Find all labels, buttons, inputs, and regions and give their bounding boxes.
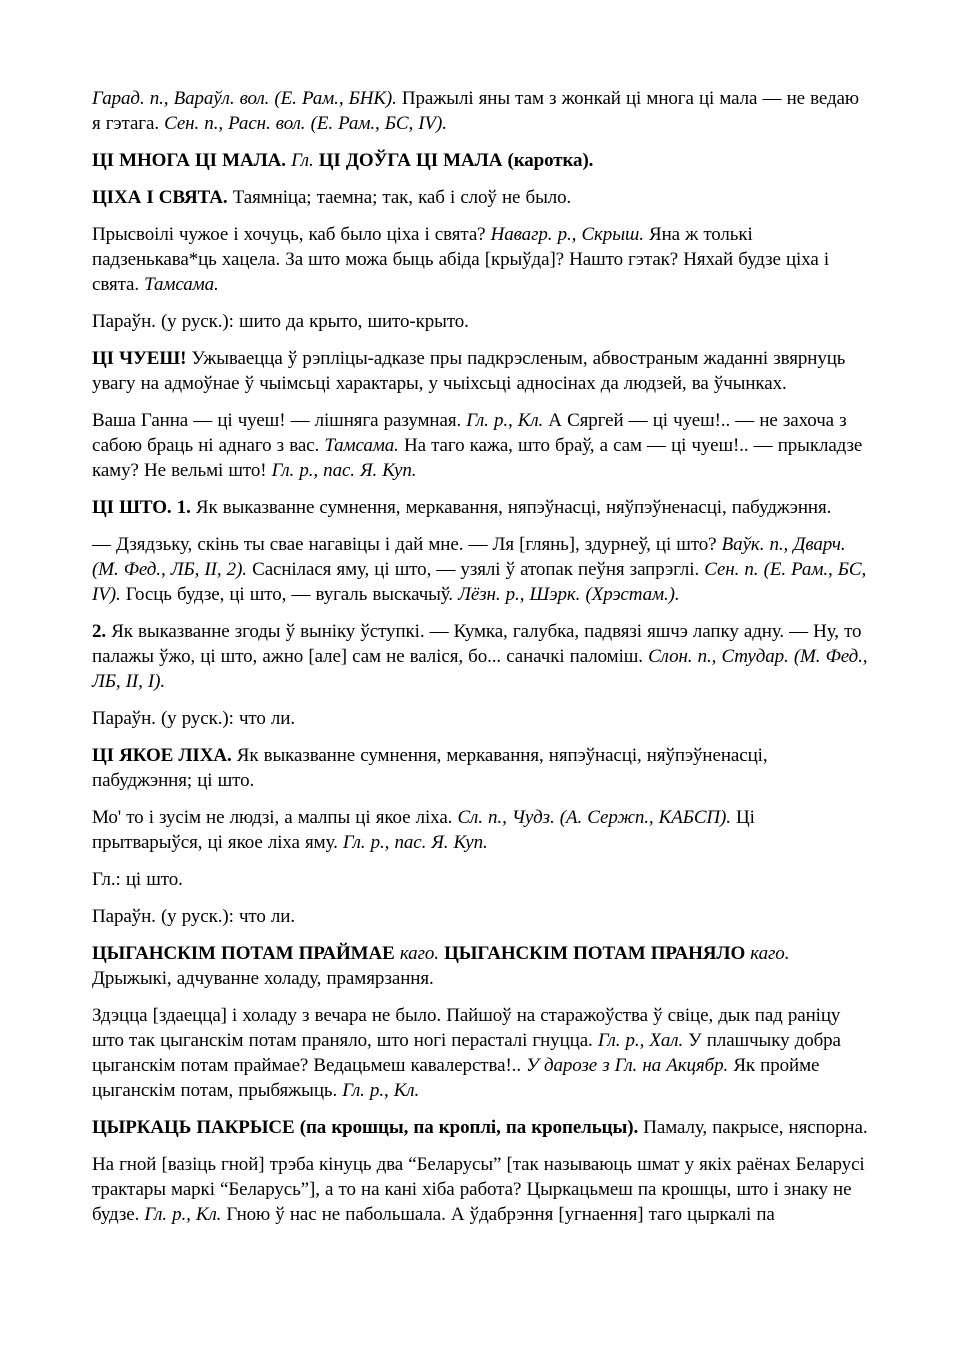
text-run: Як пройме цыганскім потам, прыбяжыць. bbox=[92, 1055, 820, 1101]
text-run: Параўн. (у руск.): что ли. bbox=[92, 906, 296, 927]
text-run: Гл. р., пас. Я. Куп. bbox=[271, 460, 417, 481]
text-run: Гл. р., Хал. bbox=[597, 1030, 684, 1051]
text-run: Як выказванне сумнення, меркавання, няпэўнасці, няўпэўненасці, пабуджэння. bbox=[195, 497, 832, 518]
text-run: Тамсама. bbox=[144, 274, 219, 295]
text-run: Сен. п. (Е. Рам., БС, IV). bbox=[92, 559, 867, 605]
paragraph-example bbox=[92, 532, 870, 607]
text-run: ЦІ ЧУЕШ! bbox=[92, 348, 192, 369]
text-run: ЦІ МНОГА ЦІ МАЛА. bbox=[92, 150, 292, 171]
text-run: Гл. р., Кл. bbox=[144, 1204, 222, 1225]
text-run: На гной [вазіць гной] трэба кінуць два “Беларусы” [так называюць шмат у якіх раёнах Беларусі трактары маркі “Беларусь”], а то на кані хіба работа? Цыркацьмеш па крошцы, што і знаку не будзе. bbox=[92, 1154, 865, 1225]
text-run: Гл. р., пас. Я. Куп. bbox=[342, 832, 488, 853]
paragraph-example bbox=[92, 408, 870, 483]
entry-ci-jakoe-lixa bbox=[92, 743, 870, 793]
entry-cyganskim-potam bbox=[92, 941, 870, 991]
entry-ci-mnoga-ci-mala bbox=[92, 148, 870, 173]
text-run: ЦІ ШТО. 1. bbox=[92, 497, 196, 518]
entry-ci-shto bbox=[92, 495, 870, 520]
text-run: Як выказванне сумнення, меркавання, няпэўнасці, няўпэўненасці, пабуджэння; ці што. bbox=[92, 745, 768, 791]
text-run: Памалу, пакрысе, няспорна. bbox=[643, 1117, 868, 1138]
text-run: Гарад. п., Вараўл. вол. (Е. Рам., БНК). bbox=[92, 88, 397, 109]
text-run: Гл. р., Кл. bbox=[466, 410, 544, 431]
text-run: Параўн. (у руск.): что ли. bbox=[92, 708, 296, 729]
text-run: А Сяргей — ці чуеш!.. — не захоча з сабою браць ні аднаго з вас. bbox=[92, 410, 847, 456]
text-run: Таямніца; таемна; так, каб і слоў не было. bbox=[232, 187, 572, 208]
text-run: Сен. п., Расн. вол. (Е. Рам., БС, IV). bbox=[164, 113, 447, 134]
paragraph-example bbox=[92, 1152, 870, 1227]
text-run: Мо' то і зусім не людзі, а малпы ці якое ліха. bbox=[92, 807, 458, 828]
text-run: ЦІХА І СВЯТА. bbox=[92, 187, 233, 208]
text-run: Ці прытварыўся, ці якое ліха яму. bbox=[92, 807, 755, 853]
text-run: Ваўк. п., Дварч. (М. Фед., ЛБ, II, 2). bbox=[92, 534, 846, 580]
text-run: Параўн. (у руск.): шито да крыто, шито-крыто. bbox=[92, 311, 469, 332]
text-run: каго. bbox=[399, 943, 445, 964]
text-run: Яна ж толькі падзенькава*ць хацела. За што можа быць абіда [крыўда]? Нашто гэтак? Няхай будзе ціха і свята. bbox=[92, 224, 830, 295]
text-run: Гною ў нас не пабольшала. А ўдабрэння [угнаення] таго цыркалі па bbox=[221, 1204, 775, 1225]
paragraph-example bbox=[92, 805, 870, 855]
paragraph-see-note bbox=[92, 867, 870, 892]
document-body bbox=[92, 86, 870, 1227]
text-run: Навагр. р., Скрыш. bbox=[490, 224, 644, 245]
entry-cyrkac-pakryse bbox=[92, 1115, 870, 1140]
text-run: Саснілася яму, ці што, — узялі ў атопак пеўня запрэглі. bbox=[246, 559, 705, 580]
text-run: Дрыжыкі, адчуванне холаду, прамярзання. bbox=[92, 968, 434, 989]
text-run: Сл. п., Чудз. (А. Сержп., КАБСП). bbox=[457, 807, 731, 828]
text-run: Тамсама. bbox=[324, 435, 399, 456]
text-run: Ужываецца ў рэпліцы-адказе пры падкрэсленым, абвостраным жаданні звярнуць увагу на адмоўнае ў чыімсьці характары, у чыіхсьці адносінах да людзей, ва ўчынках. bbox=[92, 348, 846, 394]
text-run: — Дзядзьку, скінь ты свае нагавіцы і дай мне. — Ля [глянь], здурнеў, ці што? bbox=[92, 534, 722, 555]
text-run: Гл. bbox=[291, 150, 319, 171]
text-run: Як выказванне згоды ў выніку ўступкі. — Кумка, галубка, падвязі яшчэ лапку адну. — Ну, то палажы ўжо, ці што, ажно [але] сам не валіся, бо... саначкі паломіш. bbox=[92, 621, 862, 667]
paragraph-example bbox=[92, 1003, 870, 1103]
text-run: ЦЫРКАЦЬ ПАКРЫСЕ (па крошцы, па кроплі, па кропельцы). bbox=[92, 1117, 644, 1138]
text-run: каго. bbox=[750, 943, 790, 964]
text-run: Здэцца [здаецца] і холаду з вечара не было. Пайшоў на старажоўства ў свіце, дык пад раніцу што так цыганскім потам праняло, што ногі перасталі гнуцца. bbox=[92, 1005, 841, 1051]
text-run: ЦЫГАНСКІМ ПОТАМ ПРАЙМАЕ bbox=[92, 943, 400, 964]
entry-cixa-i-svjata bbox=[92, 185, 870, 210]
text-run: Лёзн. р., Шэрк. (Хрэстам.). bbox=[458, 584, 680, 605]
entry-ci-chuesh bbox=[92, 346, 870, 396]
paragraph-example bbox=[92, 222, 870, 297]
paragraph-compare-note bbox=[92, 309, 870, 334]
text-run: 2. bbox=[92, 621, 112, 642]
text-run: Прысвоілі чужое і хочуць, каб было ціха і свята? bbox=[92, 224, 491, 245]
text-run: На таго кажа, што браў, а сам — ці чуеш!.. — прыкладзе каму? Не вельмі што! bbox=[92, 435, 863, 481]
text-run: Слон. п., Студар. (М. Фед., ЛБ, II, I). bbox=[92, 646, 868, 692]
text-run: У плашчыку добра цыганскім потам праймае? Ведацьмеш кавалерства!.. bbox=[92, 1030, 841, 1076]
paragraph-citation-tail bbox=[92, 86, 870, 136]
text-run: Гл.: ці што. bbox=[92, 869, 183, 890]
text-run: Пражылі яны там з жонкай ці многа ці мала — не ведаю я гэтага. bbox=[92, 88, 859, 134]
paragraph-compare-note bbox=[92, 904, 870, 929]
text-run: ЦІ ЯКОЕ ЛІХА. bbox=[92, 745, 237, 766]
text-run: Госць будзе, ці што, — вугаль выскачыў. bbox=[120, 584, 459, 605]
paragraph-sense-2 bbox=[92, 619, 870, 694]
text-run: Ваша Ганна — ці чуеш! — лішняга разумная. bbox=[92, 410, 467, 431]
text-run: У дарозе з Гл. на Акцябр. bbox=[526, 1055, 729, 1076]
text-run: ЦЫГАНСКІМ ПОТАМ ПРАНЯЛО bbox=[444, 943, 751, 964]
paragraph-compare-note bbox=[92, 706, 870, 731]
text-run: Гл. р., Кл. bbox=[342, 1080, 420, 1101]
text-run: ЦІ ДОЎГА ЦІ МАЛА (каротка). bbox=[318, 150, 594, 171]
